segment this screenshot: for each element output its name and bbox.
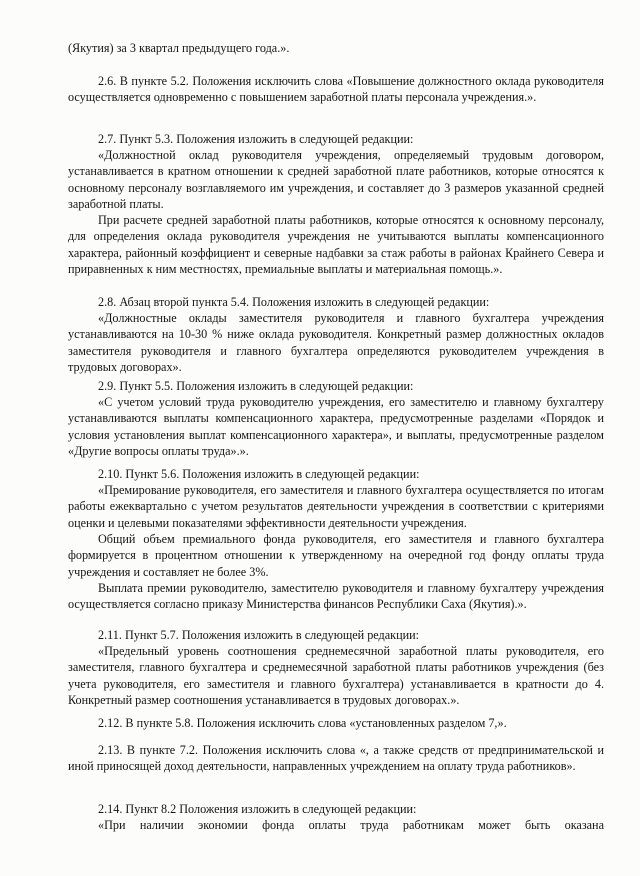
clause-2-7-quote-1: «Должностной оклад руководителя учреждения, определяемый трудовым договором, устанавливается в кратном отношении к средней заработной плате работников, которые относятся к основному персоналу возглавляемого им учреждения, и составляет до 3 размеров указанной средней заработной платы. bbox=[68, 148, 604, 211]
clause-2-8-heading: 2.8. Абзац второй пункта 5.4. Положения изложить в следующей редакции: bbox=[98, 295, 490, 309]
clause-2-14-heading: 2.14. Пункт 8.2 Положения изложить в следующей редакции: bbox=[98, 802, 417, 816]
clause-2-8-quote: «Должностные оклады заместителя руководителя и главного бухгалтера учреждения устанавливаются на 10-30 % ниже оклада руководителя. Конкретный размер должностных окладов заместителя руководителя и главного бухгалтера определяются руководителем учреждения в трудовых договорах». bbox=[68, 311, 604, 374]
clause-2-11-quote: «Предельный уровень соотношения среднемесячной заработной платы руководителя, его заместителя, главного бухгалтера и среднемесячной заработной платы работников учреждения (без учета руководителя, его заместителя и главного бухгалтера) устанавливается в кратности до 4. Конкретный размер соотношения устанавливается в трудовых договорах.». bbox=[68, 644, 604, 707]
clause-2-14-quote: «При наличии экономии фонда оплаты труда работникам может быть оказана bbox=[98, 818, 604, 832]
clause-2-7-heading: 2.7. Пункт 5.3. Положения изложить в следующей редакции: bbox=[98, 132, 414, 146]
clause-2-11-heading: 2.11. Пункт 5.7. Положения изложить в следующей редакции: bbox=[98, 628, 420, 642]
clause-2-10-quote-1: «Премирование руководителя, его заместителя и главного бухгалтера осуществляется по итогам работы ежеквартально с учетом результатов деятельности учреждения в соответствии с критериями оценки и целевыми показателями эффективности деятельности учреждения. bbox=[68, 483, 604, 530]
clause-2-9-heading: 2.9. Пункт 5.5. Положения изложить в следующей редакции: bbox=[98, 379, 414, 393]
clause-2-13: 2.13. В пункте 7.2. Положения исключить слова «, а также средств от предпринимательской и иной приносящей доход деятельности, направленных учреждением на оплату труда работников». bbox=[68, 743, 604, 774]
clause-2-10-quote-3: Выплата премии руководителю, заместителю руководителя и главному бухгалтеру учреждения осуществляется согласно приказу Министерства финансов Республики Саха (Якутия).». bbox=[68, 581, 604, 612]
intro-line: (Якутия) за 3 квартал предыдущего года.». bbox=[68, 41, 290, 55]
clause-2-9-quote: «С учетом условий труда руководителю учреждения, его заместителю и главному бухгалтеру устанавливаются выплаты компенсационного характера, предусмотренные разделами «Порядок и условия установления выплат компенсационного характера», и выплаты, предусмотренные разделом «Другие вопросы оплаты труда».». bbox=[68, 395, 604, 458]
clause-2-10-quote-2: Общий объем премиального фонда руководителя, его заместителя и главного бухгалтера формируется в процентном отношении к утвержденному на очередной год фонду оплаты труда учреждения и составляет не более 3%. bbox=[68, 532, 604, 579]
clause-2-10-heading: 2.10. Пункт 5.6. Положения изложить в следующей редакции: bbox=[98, 467, 420, 481]
clause-2-6: 2.6. В пункте 5.2. Положения исключить слова «Повышение должностного оклада руководителя осуществляется одновременно с повышением заработной платы персонала учреждения.». bbox=[68, 74, 604, 105]
clause-2-7-quote-2: При расчете средней заработной платы работников, которые относятся к основному персоналу, для определения оклада руководителя учреждения не учитываются выплаты компенсационного характера, районный коэффициент и северные надбавки за стаж работы в районах Крайнего Севера и приравненных к ним местностях, премиальные выплаты и материальная помощь.». bbox=[68, 213, 604, 276]
clause-2-12: 2.12. В пункте 5.8. Положения исключить слова «установленных разделом 7,». bbox=[98, 716, 507, 730]
